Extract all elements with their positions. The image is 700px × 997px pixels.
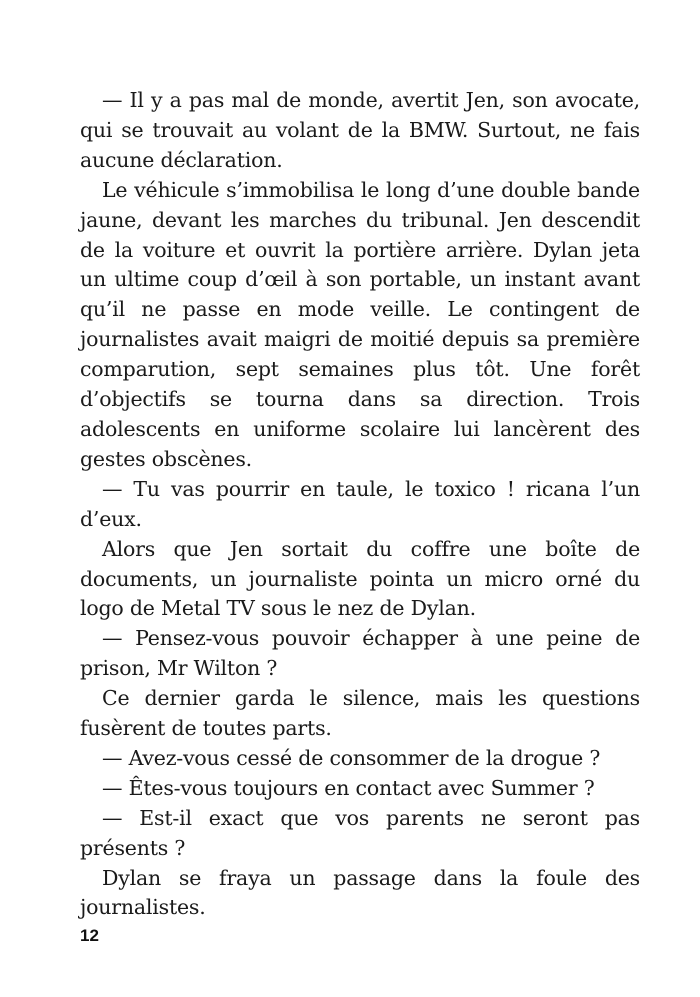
paragraph: Alors que Jen sortait du coffre une boîte de documents, un journaliste pointa un micro orné du logo de Metal TV sous le nez de Dylan. [80,536,640,621]
paragraph: — Est-il exact que vos parents ne seront pas présents ? [80,805,640,860]
paragraph: — Tu vas pourrir en taule, le toxico ! ricana l’un d’eux. [80,476,640,531]
paragraph: — Êtes-vous toujours en contact avec Summer ? [102,775,595,800]
paragraph: — Avez-vous cessé de consommer de la drogue ? [102,745,601,770]
page-number: 12 [80,926,99,945]
paragraph: Le véhicule s’immobilisa le long d’une double bande jaune, devant les marches du tribunal. Jen descendit de la voiture et ouvrit la portière arrière. Dylan jeta un ultime coup d’œil à son portable, un instant avant qu’il ne passe en mode veille. Le contingent de journalistes avait maigri de moitié depuis sa première comparution, sept semaines plus tôt. Une forêt d’objectifs se tourna dans sa direction. Trois adolescents en uniforme scolaire lui lancèrent des gestes obscènes. [80,177,640,471]
paragraph: Dylan se fraya un passage dans la foule des journalistes. [80,865,640,920]
page-body-text [80,86,640,923]
paragraph: — Il y a pas mal de monde, avertit Jen, son avocate, qui se trouvait au volant de la BMW. Surtout, ne fais aucune déclaration. [80,88,640,172]
paragraph: — Pensez-vous pouvoir échapper à une peine de prison, Mr Wilton ? [80,626,640,681]
paragraph: Ce dernier garda le silence, mais les questions fusèrent de toutes parts. [80,686,640,741]
